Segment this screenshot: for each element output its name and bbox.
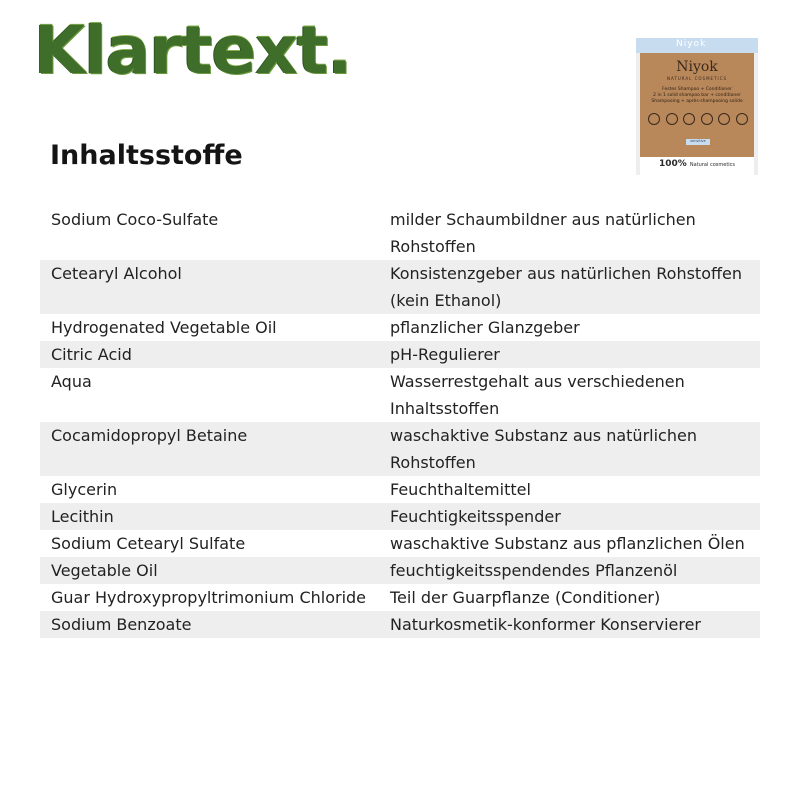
box-front [640, 53, 754, 157]
product-line-1: Festes Shampoo + Conditioner [662, 87, 732, 92]
table-row [40, 341, 760, 368]
feature-icon [666, 113, 678, 125]
ingredient-name: Lecithin [51, 507, 114, 526]
natural-percent: 100% [658, 159, 687, 169]
ingredient-name: Vegetable Oil [51, 561, 158, 580]
feature-icon [683, 113, 695, 125]
product-image [636, 38, 758, 175]
klartext-logo: Klartext. [34, 12, 352, 89]
ingredient-description: pflanzlicher Glanzgeber [390, 318, 580, 337]
table-row [40, 260, 760, 314]
product-brand: Niyok [676, 59, 718, 75]
table-row [40, 314, 760, 341]
table-row [40, 476, 760, 503]
ingredient-name: Cetearyl Alcohol [51, 264, 182, 283]
feature-icon [701, 113, 713, 125]
ingredient-description: pH-Regulierer [390, 345, 500, 364]
ingredient-name: Sodium Coco-Sulfate [51, 210, 219, 229]
ingredients-table [40, 206, 760, 638]
table-row [40, 422, 760, 476]
ingredient-name: Glycerin [51, 480, 118, 499]
ingredient-description: Feuchtigkeitsspender [390, 507, 561, 526]
table-row [40, 530, 760, 557]
ingredient-description: Naturkosmetik-konformer Konservierer [390, 615, 701, 634]
product-line-3: Shampooing + après-shampooing solide [651, 99, 743, 104]
ingredient-description: waschaktive Substanz aus natürlichen Rohstoffen [390, 426, 697, 472]
page-title: Inhaltsstoffe [50, 140, 243, 171]
table-row [40, 557, 760, 584]
feature-icon [736, 113, 748, 125]
ingredient-name: Sodium Benzoate [51, 615, 192, 634]
ingredient-description: Feuchthaltemittel [390, 480, 531, 499]
table-row [40, 611, 760, 638]
table-row [40, 503, 760, 530]
ingredient-name: Hydrogenated Vegetable Oil [51, 318, 277, 337]
ingredient-name: Citric Acid [51, 345, 132, 364]
feature-icon [718, 113, 730, 125]
ingredient-description: milder Schaumbildner aus natürlichen Rohstoffen [390, 210, 696, 256]
ingredient-description: waschaktive Substanz aus pflanzlichen Ölen [390, 534, 745, 553]
product-description [640, 87, 754, 105]
natural-label [640, 159, 754, 169]
ingredient-description: Teil der Guarpflanze (Conditioner) [390, 588, 661, 607]
box-top [636, 38, 758, 53]
table-row [40, 206, 760, 260]
ingredient-name: Cocamidopropyl Betaine [51, 426, 248, 445]
ingredient-description: feuchtigkeitsspendendes Pflanzenöl [390, 561, 678, 580]
ingredient-name: Guar Hydroxypropyltrimonium Chloride [51, 588, 367, 607]
ingredient-description: Wasserrestgehalt aus verschiedenen Inhaltsstoffen [390, 372, 685, 418]
box-bottom [640, 157, 754, 175]
natural-text: Natural cosmetics [689, 162, 736, 168]
product-brand-sub: NATURAL COSMETICS [666, 76, 728, 81]
ingredient-name: Aqua [51, 372, 92, 391]
product-line-2: 2 in 1 solid shampoo bar + conditioner [653, 93, 741, 98]
box-top-brand: Niyok [676, 39, 707, 49]
sensitive-badge: sensitive [686, 139, 710, 145]
product-feature-icons [648, 113, 748, 125]
ingredient-description: Konsistenzgeber aus natürlichen Rohstoffen (kein Ethanol) [390, 264, 742, 310]
table-row [40, 368, 760, 422]
table-row [40, 584, 760, 611]
ingredient-name: Sodium Cetearyl Sulfate [51, 534, 246, 553]
feature-icon [648, 113, 660, 125]
